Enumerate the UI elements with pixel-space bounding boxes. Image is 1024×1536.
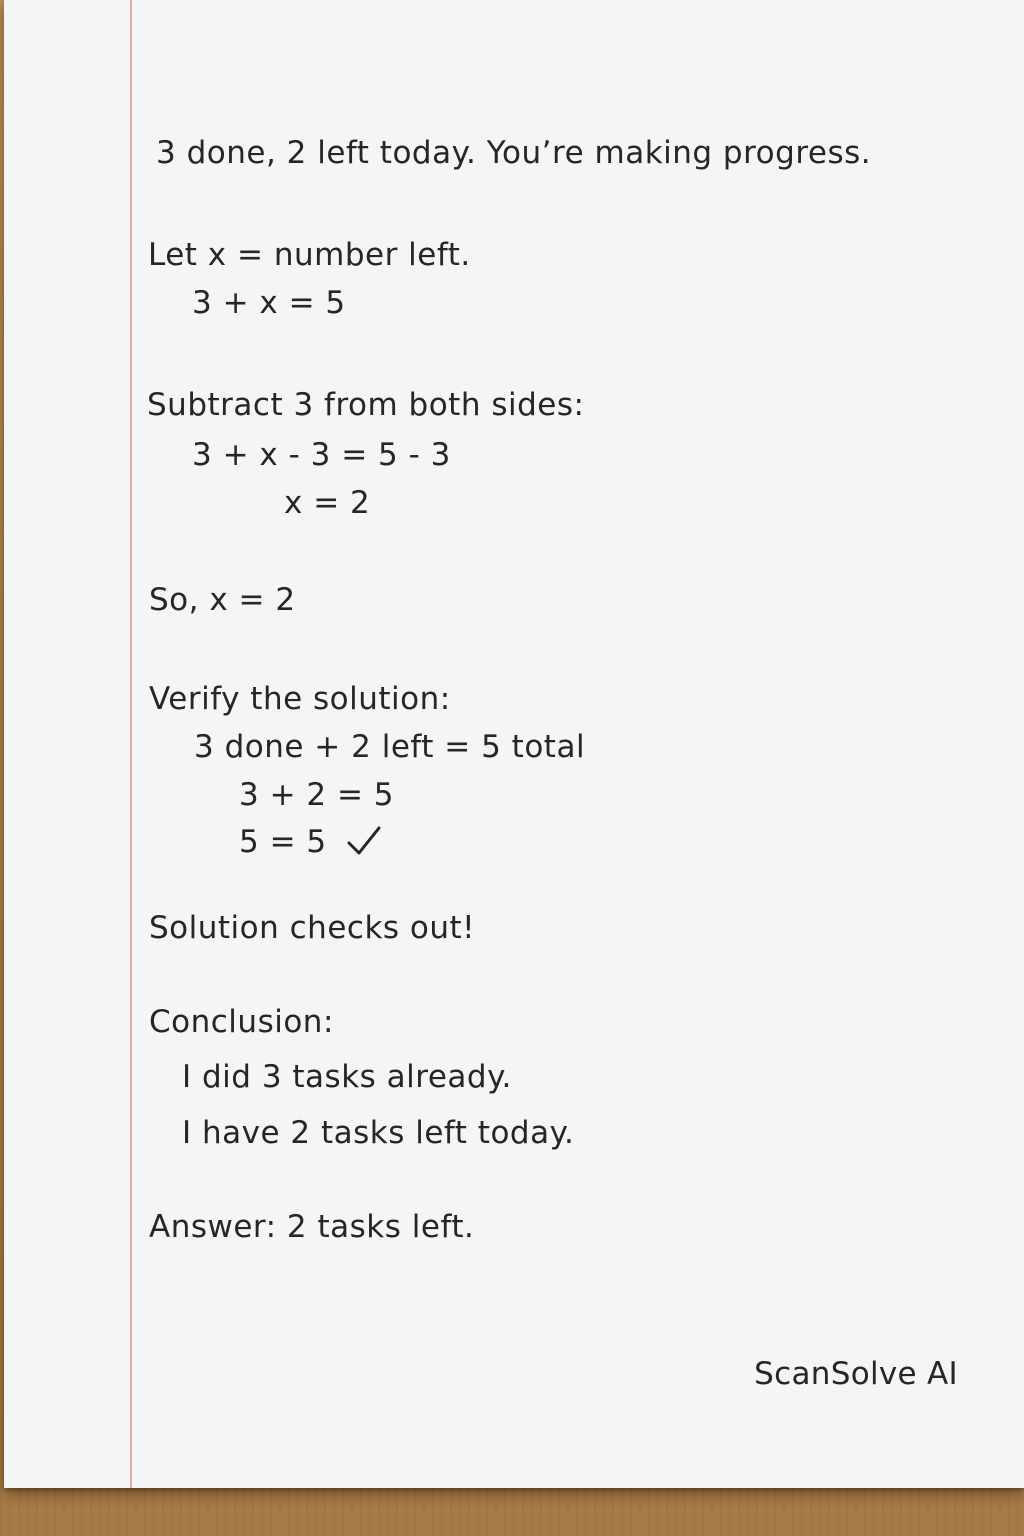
- conclusion-line-2: I have 2 tasks left today.: [182, 1115, 575, 1151]
- verify-label: Verify the solution:: [149, 681, 451, 717]
- verify-line-3-row: [239, 826, 381, 858]
- checks-out-text: Solution checks out!: [149, 910, 476, 946]
- verify-line-1: 3 done + 2 left = 5 total: [194, 729, 586, 765]
- verify-line-2: 3 + 2 = 5: [239, 777, 395, 813]
- so-line: So, x = 2: [149, 582, 296, 618]
- checkmark-icon: [347, 826, 381, 856]
- setup-equation: 3 + x = 5: [192, 285, 346, 321]
- solve-step-label: Subtract 3 from both sides:: [147, 387, 585, 423]
- heading-text: 3 done, 2 left today. You’re making progress.: [156, 135, 872, 171]
- notebook-paper: [4, 0, 1024, 1488]
- solve-step-equation: 3 + x - 3 = 5 - 3: [192, 437, 451, 473]
- answer-text: Answer: 2 tasks left.: [149, 1209, 475, 1245]
- setup-intro: Let x = number left.: [148, 237, 471, 273]
- verify-line-3: 5 = 5: [239, 824, 327, 860]
- margin-line: [130, 0, 132, 1488]
- solve-result: x = 2: [284, 485, 371, 521]
- brand-signature: ScanSolve AI: [754, 1356, 958, 1392]
- paper-header-blank: [4, 0, 1024, 118]
- conclusion-line-1: I did 3 tasks already.: [182, 1059, 512, 1095]
- conclusion-label: Conclusion:: [149, 1004, 334, 1040]
